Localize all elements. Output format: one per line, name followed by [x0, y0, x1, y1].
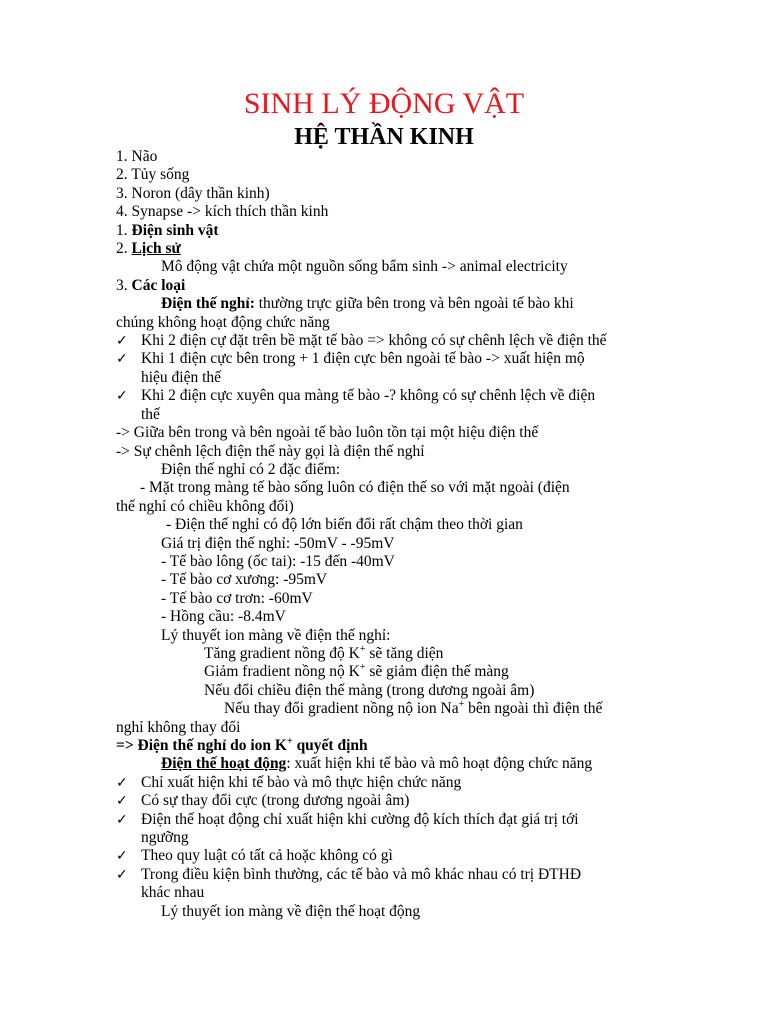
section-number: 3. — [116, 276, 132, 294]
toc-item: 3. Noron (dây thần kinh) — [116, 184, 270, 202]
check-item — [116, 811, 676, 848]
theory-line — [116, 663, 676, 681]
check-text: Theo quy luật có tất cả hoặc không có gì — [141, 847, 393, 865]
key-conclusion — [116, 737, 676, 755]
theory-text: sẽ giảm điện thế màng — [365, 663, 509, 681]
section-heading — [116, 240, 676, 258]
toc-item: 2. Tủy sống — [116, 166, 190, 184]
theory-line: nghỉ không thay đổi — [116, 718, 241, 736]
paragraph: - Mặt trong màng tế bào sống luôn có điện thế so với mặt ngoài (điện — [140, 479, 570, 497]
check-text: Khi 1 điện cực bên trong + 1 điện cực bên ngoài tế bào -> xuất hiện mộ — [141, 350, 585, 368]
document-subtitle: HỆ THẦN KINH — [294, 124, 474, 150]
term-label: Điện thế hoạt động — [161, 755, 287, 773]
value-line: - Hồng cầu: -8.4mV — [161, 608, 286, 626]
definition-line: chúng không hoạt động chức năng — [116, 313, 330, 331]
check-item — [116, 792, 676, 810]
theory-text: sẽ tăng diện — [365, 644, 444, 662]
value-line: - Tế bào cơ trơn: -60mV — [161, 589, 313, 607]
section-label: Các loại — [131, 276, 186, 294]
definition-text: : xuất hiện khi tế bào và mô hoạt động chức năng — [286, 755, 593, 773]
check-text: Chỉ xuất hiện khi tế bào và mô thực hiện chức năng — [141, 773, 462, 791]
check-item — [116, 847, 676, 865]
check-text: Điện thế hoạt động chỉ xuất hiện khi cường độ kích thích đạt giá trị tới — [141, 810, 579, 828]
check-text: Có sự thay đổi cực (trong dương ngoài âm) — [141, 792, 410, 810]
check-item — [116, 387, 676, 424]
check-text: thế — [141, 405, 160, 423]
document-title: SINH LÝ ĐỘNG VẬT — [243, 87, 525, 120]
section-label: Lịch sử — [131, 240, 181, 258]
toc-item: 4. Synapse -> kích thích thần kinh — [116, 203, 329, 221]
conclusion-text: => Điện thế nghỉ do ion K — [116, 737, 287, 754]
theory-line — [116, 700, 676, 718]
theory-line: Nếu đổi chiều điện thế màng (trong dương ngoài âm) — [204, 681, 535, 699]
paragraph: Lý thuyết ion màng về điện thế hoạt động — [161, 902, 421, 920]
theory-text: Tăng gradient nồng độ K — [204, 644, 360, 662]
theory-line — [116, 645, 676, 663]
section-number: 1. — [116, 221, 132, 239]
check-text: Khi 2 điện cực xuyên qua màng tế bào -? không có sự chênh lệch về điện — [141, 387, 596, 405]
value-line: Giá trị điện thế nghỉ: -50mV - -95mV — [161, 534, 395, 552]
section-number: 2. — [116, 240, 132, 258]
document-body — [116, 148, 676, 921]
paragraph: Lý thuyết ion màng về điện thế nghỉ: — [161, 626, 391, 644]
conclusion-line: -> Sự chênh lệch điện thế này gọi là điện thế nghỉ — [116, 442, 425, 460]
section-heading — [116, 277, 676, 295]
theory-text: Giảm fradient nồng nộ K — [204, 663, 360, 681]
theory-text: Nếu thay đổi gradient nồng nộ ion Na — [224, 700, 459, 718]
check-item — [116, 774, 676, 792]
definition-text: thường trực giữa bên trong và bên ngoài tế bào khi — [254, 295, 574, 313]
paragraph: thế nghỉ có chiều không đổi) — [116, 497, 294, 515]
check-text: khác nhau — [141, 884, 205, 902]
check-text: ngưỡng — [141, 829, 189, 847]
value-line: - Tế bào lông (ốc tai): -15 đến -40mV — [161, 552, 395, 570]
superscript: + — [286, 735, 293, 747]
conclusion-text: quyết định — [292, 737, 368, 754]
section-heading — [116, 222, 676, 240]
paragraph: - Điện thế nghỉ có độ lớn biến đổi rất chậm theo thời gian — [166, 516, 523, 534]
superscript: + — [458, 699, 465, 711]
check-item — [116, 332, 676, 350]
toc-item: 1. Não — [116, 148, 158, 165]
paragraph: Mô động vật chứa một nguồn sống bẩm sinh -> animal electricity — [161, 258, 568, 276]
definition-line — [116, 755, 676, 773]
paragraph: Điện thế nghỉ có 2 đặc điểm: — [161, 460, 341, 478]
superscript: + — [359, 662, 366, 674]
check-text: Trong điều kiện bình thường, các tế bào và mô khác nhau có trị ĐTHĐ — [141, 865, 582, 883]
conclusion-line: -> Giữa bên trong và bên ngoài tế bào luôn tồn tại một hiệu điện thế — [116, 424, 539, 442]
superscript: + — [359, 643, 366, 655]
definition-line — [116, 295, 676, 313]
check-item — [116, 350, 676, 387]
check-text: hiệu điện thế — [141, 368, 222, 386]
check-item — [116, 866, 676, 903]
term-label: Điện thế nghỉ: — [161, 295, 255, 313]
theory-text: bên ngoài thì điện thế — [464, 700, 603, 718]
value-line: - Tế bào cơ xương: -95mV — [161, 571, 328, 589]
check-text: Khi 2 điện cự đặt trên bề mặt tế bào => không có sự chênh lệch về điện thế — [141, 332, 607, 350]
section-label: Điện sinh vật — [131, 221, 219, 239]
